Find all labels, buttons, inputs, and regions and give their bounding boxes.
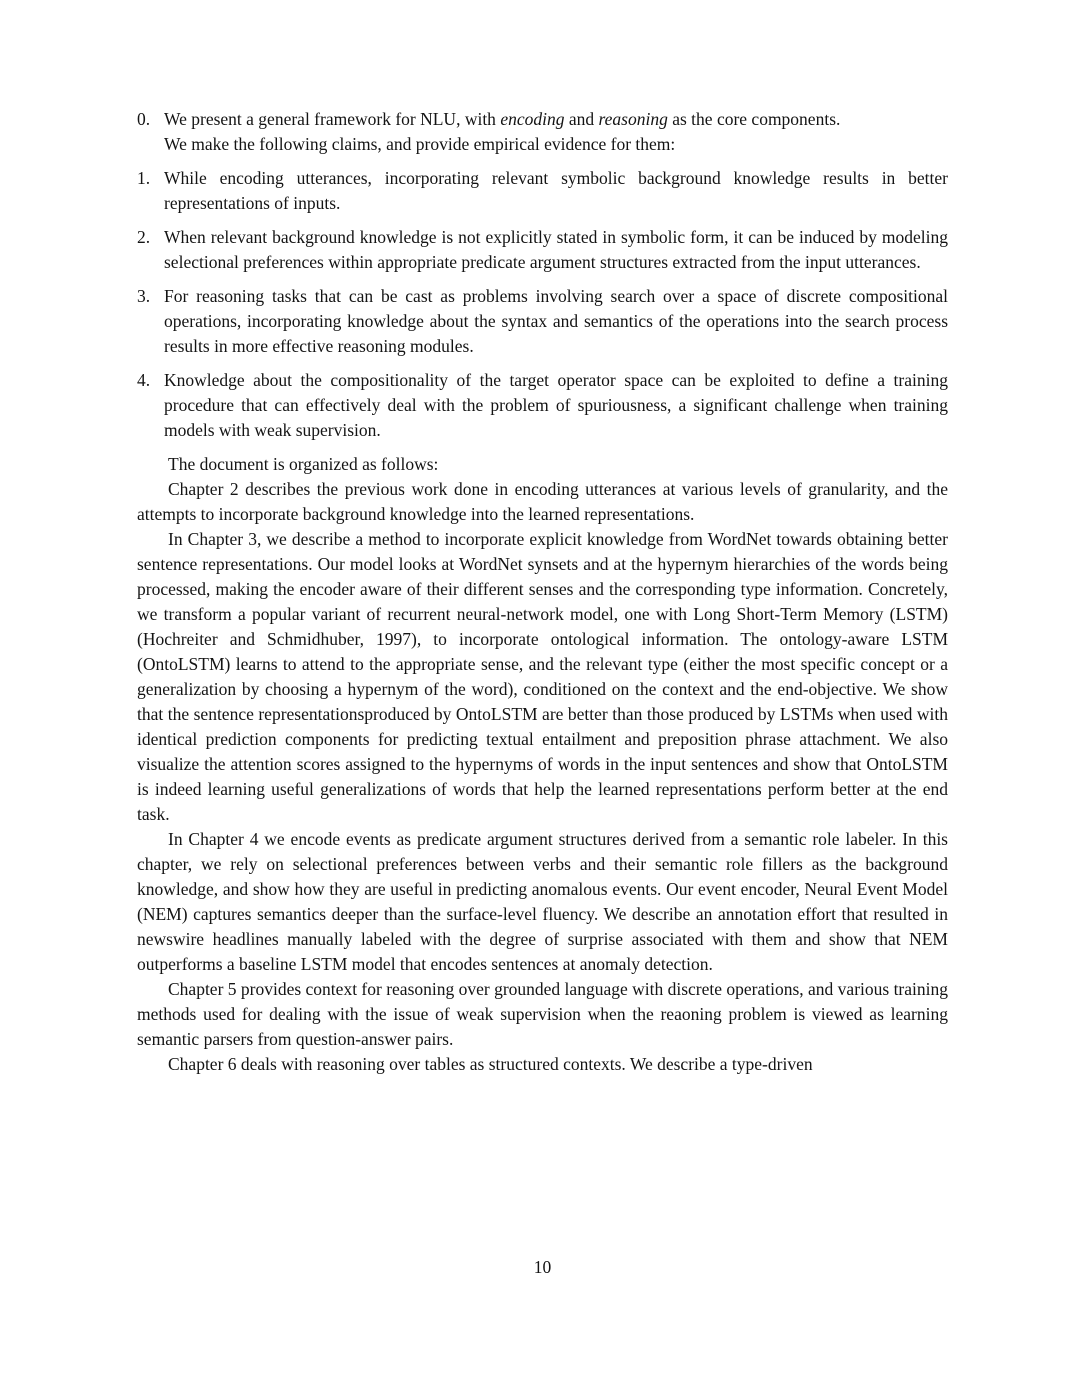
italic-term-encoding: encoding xyxy=(500,109,565,129)
list-marker-4: 4. xyxy=(137,370,151,390)
list-marker-3: 3. xyxy=(137,286,151,306)
text-segment: as the core components. xyxy=(667,109,841,129)
list-item-3-body xyxy=(164,284,948,359)
list-item-2-text: When relevant background knowledge is not explicitly stated in symbolic form, it can be induced by modeling selectional preferences within appropriate predicate argument structures extracted from the input utterances. xyxy=(164,227,948,272)
list-marker-2: 2. xyxy=(137,227,151,247)
list-marker-1: 1. xyxy=(137,168,151,188)
italic-term-reasoning: reasoning xyxy=(598,109,668,129)
list-item-2-body xyxy=(164,225,948,275)
page-content xyxy=(137,107,948,1077)
list-item-0-body xyxy=(164,107,948,157)
page-number: 10 xyxy=(533,1257,552,1277)
list-item-1-body xyxy=(164,166,948,216)
list-item-4 xyxy=(137,368,948,443)
paragraph-chapter-6: Chapter 6 deals with reasoning over tables as structured contexts. We describe a type-driven xyxy=(168,1054,813,1074)
list-marker-0: 0. xyxy=(137,109,151,129)
paragraph-chapter-4: In Chapter 4 we encode events as predicate argument structures derived from a semantic role labeler. In this chapter, we rely on selectional preferences between verbs and their semantic role fillers as the background knowledge, and show how they are useful in predicting anomalous events. Our event encoder, Neural Event Model (NEM) captures semantics deeper than the surface-level fluency. We describe an annotation effort that resulted in newswire headlines manually labeled with the degree of surprise associated with them and show that NEM outperforms a baseline LSTM model that encodes sentences at anomaly detection. xyxy=(137,829,948,974)
list-item-0-text xyxy=(164,107,948,132)
paragraph-chapter-5: Chapter 5 provides context for reasoning over grounded language with discrete operations, and various training methods used for dealing with the issue of weak supervision when the reaoning problem is viewed as learning semantic parsers from question-answer pairs. xyxy=(137,979,948,1049)
list-item-3-text: For reasoning tasks that can be cast as problems involving search over a space of discrete compositional operations, incorporating knowledge about the syntax and semantics of the operations into the search process results in more effective reasoning modules. xyxy=(164,286,948,356)
list-item-4-text: Knowledge about the compositionality of the target operator space can be exploited to define a training procedure that can effectively deal with the problem of spuriousness, a significant challenge when training models with weak supervision. xyxy=(164,370,948,440)
list-item-4-body xyxy=(164,368,948,443)
claims-list xyxy=(137,107,948,443)
paragraph-chapter-2: Chapter 2 describes the previous work done in encoding utterances at various levels of granularity, and the attempts to incorporate background knowledge into the learned representations. xyxy=(137,479,948,524)
paragraph-chapter-3: In Chapter 3, we describe a method to incorporate explicit knowledge from WordNet towards obtaining better sentence representations. Our model looks at WordNet synsets and at the hypernym hierarchies of the words being processed, making the encoder aware of their different senses and the corresponding type information. Concretely, we transform a popular variant of recurrent neural-network model, one with Long Short-Term Memory (LSTM) (Hochreiter and Schmidhuber, 1997), to incorporate ontological information. The ontology-aware LSTM (OntoLSTM) learns to attend to the appropriate sense, and the relevant type (either the most specific concept or a generalization by choosing a hypernym of the word), conditioned on the context and the end-objective. We show that the sentence representationsproduced by OntoLSTM are better than those produced by LSTMs when used with identical prediction components for predicting textual entailment and preposition phrase attachment. We also visualize the attention scores assigned to the hypernyms of words in the input sentences and show that OntoLSTM is indeed learning useful generalizations of words that help the learned representations perform better at the end task. xyxy=(137,529,948,824)
list-item-1 xyxy=(137,166,948,216)
list-item-2 xyxy=(137,225,948,275)
text-segment: We present a general framework for NLU, with xyxy=(164,109,501,129)
list-item-0 xyxy=(137,107,948,157)
claims-intro-line: We make the following claims, and provide empirical evidence for them: xyxy=(164,134,676,154)
list-item-3 xyxy=(137,284,948,359)
paragraph-organization-intro: The document is organized as follows: xyxy=(168,454,439,474)
list-item-1-text: While encoding utterances, incorporating relevant symbolic background knowledge results in better representations of inputs. xyxy=(164,168,948,213)
text-segment: and xyxy=(564,109,599,129)
